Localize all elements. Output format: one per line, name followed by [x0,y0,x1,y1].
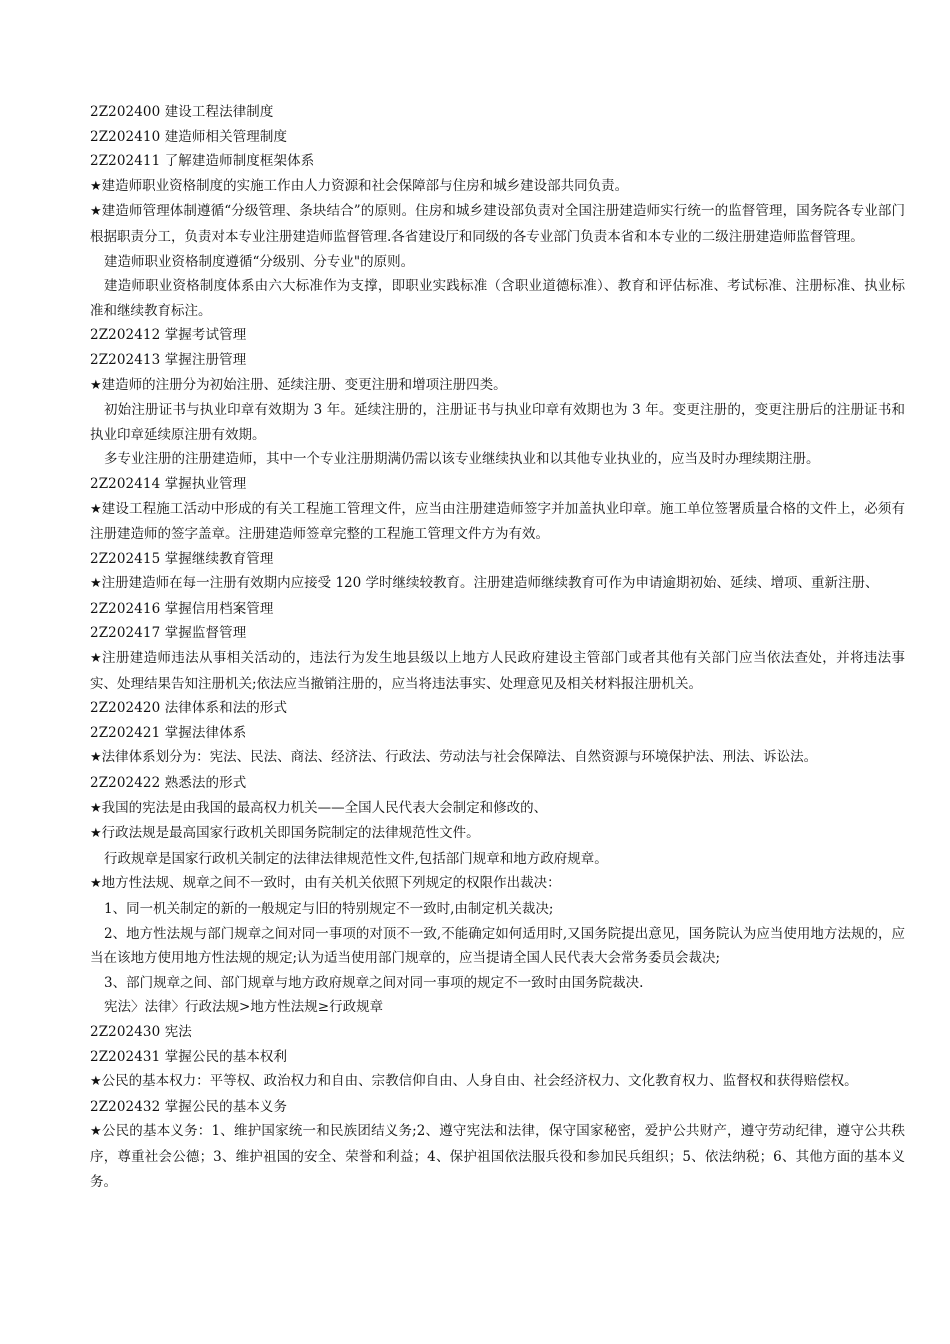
key-point-paragraph [90,373,905,399]
paragraph-text: 公民的基本权力：平等权、政治权力和自由、宗教信仰自由、人身自由、社会经济权力、文化教育权力、监督权和获得赔偿权。 [101,1073,858,1090]
star-icon: ★ [90,826,102,842]
section-heading: 2Z202411 了解建造师制度框架体系 [90,153,315,170]
paragraph-text: 建造师的注册分为初始注册、延续注册、变更注册和增项注册四类。 [101,376,507,393]
section-heading: 2Z202422 熟悉法的形式 [90,775,247,792]
paragraph-text: 我国的宪法是由我国的最高权力机关——全国人民代表大会制定和修改的、 [101,799,548,816]
star-icon: ★ [90,1124,102,1140]
section-heading: 2Z202414 掌握执业管理 [90,475,247,492]
key-point-paragraph [90,745,905,771]
indented-paragraph: 建造师职业资格制度体系由六大标准作为支撑，即职业实践标准（含职业道德标准）、教育和评估标准、考试标准、注册标准、执业标准和继续教育标注。 [90,278,905,319]
star-icon: ★ [90,377,102,393]
paragraph-text: 公民的基本义务：1、维护国家统一和民族团结义务;2、遵守宪法和法律，保守国家秘密，爱护公共财产，遵守劳动纪律，遵守公共秩序，尊重社会公德；3、维护祖国的安全、荣誉和利益；4、保护祖国依法服兵役和参加民兵组织；5、依法纳税；6、其他方面的基本义务。 [90,1123,906,1190]
indented-paragraph: 3、部门规章之间、部门规章与地方政府规章之间对同一事项的规定不一致时由国务院裁决. [104,974,644,991]
star-icon: ★ [90,876,102,892]
paragraph-text: 建造师职业资格制度的实施工作由人力资源和社会保障部与住房和城乡建设部共同负责。 [101,177,629,194]
section-heading: 2Z202416 掌握信用档案管理 [90,600,274,617]
key-point-paragraph [90,199,905,249]
paragraph-text: 法律体系划分为：宪法、民法、商法、经济法、行政法、劳动法与社会保障法、自然资源与环境保护法、刑法、诉讼法。 [101,749,818,766]
section-heading: 2Z202431 掌握公民的基本权利 [90,1048,288,1065]
key-point-paragraph [90,821,905,847]
indented-paragraph: 初始注册证书与执业印章有效期为 3 年。延续注册的，注册证书与执业印章有效期也为 3 年。变更注册的，变更注册后的注册证书和执业印章延续原注册有效期。 [90,402,905,443]
paragraph-text: 注册建造师违法从事相关活动的，违法行为发生地县级以上地方人民政府建设主管部门或者其他有关部门应当依法查处，并将违法事实、处理结果告知注册机关;依法应当撤销注册的，应当将违法事实、处理意见及相关材料报注册机关。 [90,650,906,692]
star-icon: ★ [90,750,102,766]
section-heading: 2Z202420 法律体系和法的形式 [90,700,288,717]
section-heading: 2Z202430 宪法 [90,1023,192,1040]
key-point-paragraph [90,1119,905,1194]
paragraph-text: 行政法规是最高国家行政机关即国务院制定的法律规范性文件。 [101,825,480,842]
section-heading: 2Z202415 掌握继续教育管理 [90,550,274,567]
section-heading: 2Z202421 掌握法律体系 [90,724,247,741]
indented-paragraph: 2、地方性法规与部门规章之间对同一事项的对顶不一致,不能确定如何适用时,又国务院提出意见，国务院认为应当使用地方法规的，应当在该地方使用地方性法规的规定;认为适当使用部门规章的，应当提请全国人民代表大会常务委员会裁决; [90,925,905,967]
star-icon: ★ [90,651,103,667]
star-icon: ★ [90,800,102,816]
star-icon: ★ [90,1074,102,1090]
indented-paragraph: 建造师职业资格制度遵循“分级别、分专业"的原则。 [104,253,415,270]
star-icon: ★ [90,178,102,194]
section-heading: 2Z202410 建造师相关管理制度 [90,128,288,145]
star-icon: ★ [90,576,102,592]
star-icon: ★ [90,501,102,517]
document-page [90,100,905,1194]
section-heading: 2Z202400 建设工程法律制度 [90,104,274,120]
paragraph-text: 地方性法规、规章之间不一致时，由有关机关依照下列规定的权限作出裁决： [101,875,561,892]
section-heading: 2Z202412 掌握考试管理 [90,327,247,344]
key-point-paragraph [90,646,905,696]
section-heading: 2Z202413 掌握注册管理 [90,351,247,368]
paragraph-text: 建设工程施工活动中形成的有关工程施工管理文件，应当由注册建造师签字并加盖执业印章。施工单位签署质量合格的文件上，必须有注册建造师的签字盖章。注册建造师签章完整的工程施工管理文件方为有效。 [90,500,906,543]
indented-paragraph: 宪法〉法律〉行政法规>地方性法规≥行政规章 [104,999,384,1016]
key-point-paragraph [90,796,905,822]
star-icon: ★ [90,204,102,220]
key-point-paragraph [90,174,905,200]
key-point-paragraph [90,571,905,597]
indented-paragraph: 1、同一机关制定的新的一般规定与旧的特别规定不一致时,由制定机关裁决; [104,901,554,917]
key-point-paragraph [90,497,905,547]
indented-paragraph: 多专业注册的注册建造师，其中一个专业注册期满仍需以该专业继续执业和以其他专业执业的，应当及时办理续期注册。 [104,451,820,468]
indented-paragraph: 行政规章是国家行政机关制定的法律法律规范性文件,包括部门规章和地方政府规章。 [104,850,608,867]
paragraph-text: 建造师管理体制遵循“分级管理、条块结合”的原则。住房和城乡建设部负责对全国注册建造师实行统一的监督管理，国务院各专业部门根据职责分工，负责对本专业注册建造师监督管理.各省建设厅和同级的各专业部门负责本省和本专业的二级注册建造师监督管理。 [90,203,905,245]
section-heading: 2Z202432 掌握公民的基本义务 [90,1098,288,1115]
key-point-paragraph [90,1069,905,1095]
section-heading: 2Z202417 掌握监督管理 [90,625,247,642]
paragraph-text: 注册建造师在每一注册有效期内应接受 120 学时继续较教育。注册建造师继续教育可作为申请逾期初始、延续、增项、重新注册、 [101,575,879,592]
key-point-paragraph [90,871,905,897]
